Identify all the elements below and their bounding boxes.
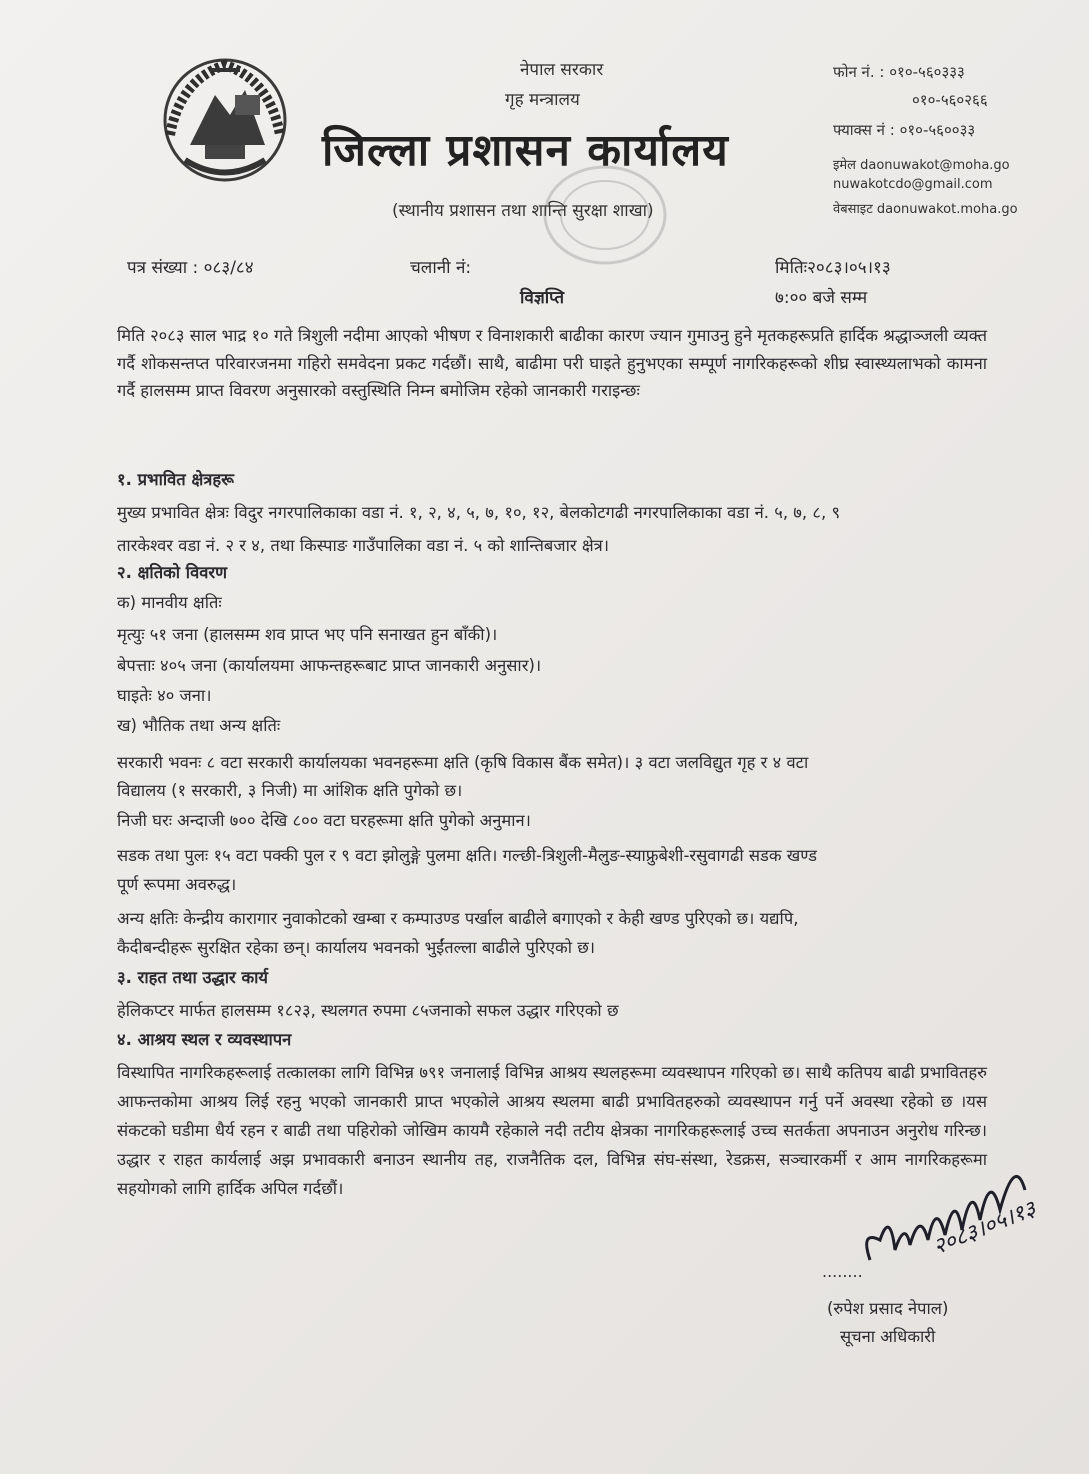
- deaths-line: मृत्युः ५१ जना (हालसम्म शव प्राप्त भए पनि सनाखत हुन बाँकी)।: [117, 625, 498, 644]
- website: वेबसाइट daonuwakot.moha.go: [833, 202, 1018, 217]
- govt-buildings-line-2: विद्यालय (१ सरकारी, ३ निजी) मा आंशिक क्षति पुगेको छ।: [117, 781, 463, 800]
- fax-number: फ्याक्स नं : ०१०-५६००३३: [833, 121, 976, 139]
- other-loss-line-2: कैदीबन्दीहरू सुरक्षित रहेका छन्। कार्यालय भवनको भुईंतल्ला बाढीले पुरिएको छ।: [117, 938, 596, 957]
- letter-number: पत्र संख्या : ०८३/८४: [127, 258, 254, 278]
- injured-line: घाइतेः ४० जना।: [117, 686, 212, 705]
- government-label: नेपाल सरकार: [520, 60, 604, 80]
- other-loss-line-1: अन्य क्षतिः केन्द्रीय कारागार नुवाकोटको खम्बा र कम्पाउण्ड पर्खाल बाढीले बगाएको र केही खण्ड पुरिएको छ। यद्यपि,: [117, 909, 799, 928]
- email-1: इमेल daonuwakot@moha.go: [833, 158, 1010, 173]
- section-2-title: २. क्षतिको विवरण: [117, 563, 228, 582]
- branch-label: (स्थानीय प्रशासन तथा शान्ति सुरक्षा शाखा): [392, 201, 654, 221]
- nepal-emblem-icon: [150, 40, 300, 190]
- govt-buildings-line-1: सरकारी भवनः ८ वटा सरकारी कार्यालयका भवनहरूमा क्षति (कृषि विकास बैंक समेत)। ३ वटा जलविद्युत गृह र ४ वटा: [117, 753, 809, 772]
- section-1-title: १. प्रभावित क्षेत्रहरू: [117, 470, 234, 489]
- office-stamp: [540, 160, 670, 270]
- signature-dots: ........: [822, 1262, 863, 1281]
- signatory-name: (रुपेश प्रसाद नेपाल): [827, 1299, 949, 1318]
- human-loss-label: क) मानवीय क्षतिः: [117, 593, 222, 612]
- handwritten-date: २०८३।०५।१३: [929, 1196, 1040, 1261]
- affected-areas-line-2: तारकेश्वर वडा नं. २ र ४, तथा किस्पाङ गाउँपालिका वडा नं. ५ को शान्तिबजार क्षेत्र।: [117, 536, 610, 555]
- physical-loss-label: ख) भौतिक तथा अन्य क्षतिः: [117, 716, 281, 735]
- ministry-label: गृह मन्त्रालय: [505, 90, 580, 110]
- roads-bridges-line-2: पूर्ण रूपमा अवरुद्ध।: [117, 875, 237, 894]
- dispatch-number: चलानी नं:: [410, 258, 472, 278]
- missing-line: बेपत्ताः ४०५ जना (कार्यालयमा आफन्तहरूबाट प्राप्त जानकारी अनुसार)।: [117, 656, 542, 675]
- section-4-title: ४. आश्रय स्थल र व्यवस्थापन: [117, 1030, 292, 1049]
- section-3-title: ३. राहत तथा उद्धार कार्य: [117, 968, 268, 987]
- office-title: जिल्ला प्रशासन कार्यालय: [322, 125, 729, 176]
- phone-2: ०१०-५६०२६६: [912, 91, 988, 109]
- intro-paragraph: मिति २०८३ साल भाद्र १० गते त्रिशुली नदीमा आएको भीषण र विनाशकारी बाढीका कारण ज्यान गुमाउनु हुने मृतकहरूप्रति हार्दिक श्रद्धाञ्जली व्यक्त गर्दै शोकसन्तप्त परिवारजनमा गहिरो समवेदना प्रकट गर्दछौं। साथै, बाढीमा परी घाइते हुनुभएका सम्पूर्ण नागरिकहरूको शीघ्र स्वास्थ्यलाभको कामना गर्दै हालसम्म प्राप्त विवरण अनुसारको वस्तुस्थिति निम्न बमोजिम रहेको जानकारी गराइन्छः: [117, 326, 987, 400]
- roads-bridges-line-1: सडक तथा पुलः १५ वटा पक्की पुल र ९ वटा झोलुङ्गे पुलमा क्षति। गल्छी-त्रिशुली-मैलुङ-स्याफ्रुबेशी-रसुवागढी सडक खण्ड: [117, 846, 817, 865]
- email-2: nuwakotcdo@gmail.com: [833, 177, 993, 192]
- rescue-line: हेलिकप्टर मार्फत हालसम्म १८२३, स्थलगत रुपमा ८५जनाको सफल उद्धार गरिएको छ: [117, 1001, 619, 1020]
- private-houses-line: निजी घरः अन्दाजी ७०० देखि ८०० वटा घरहरूमा क्षति पुगेको अनुमान।: [117, 811, 531, 830]
- signatory-title: सूचना अधिकारी: [840, 1327, 936, 1346]
- letter-date: मितिः२०८३।०५।१३: [775, 258, 891, 278]
- shelter-paragraph: विस्थापित नागरिकहरूलाई तत्कालका लागि विभिन्न ७९१ जनालाई विभिन्न आश्रय स्थलहरूमा व्यवस्थापन गरिएको छ। साथै कतिपय बाढी प्रभावितहरु आफन्तकोमा आश्रय लिई रहनु भएको जानकारी प्राप्त भएकोले आश्रय स्थलमा बाढी प्रभावितहरुको व्यवस्थापन गर्नु पर्ने अवस्था रहेको छ ।यस संकटको घडीमा धैर्य रहन र बाढी तथा पहिरोको जोखिम कायमै रहेकाले नदी तटीय क्षेत्रका नागरिकहरूलाई उच्च सतर्कता अपनाउन अनुरोध गरिन्छ। उद्धार र राहत कार्यलाई अझ प्रभावकारी बनाउन स्थानीय तह, राजनैतिक दल, विभिन्न संघ-संस्था, रेडक्रस, सञ्चारकर्मी र आम नागरिकहरूमा सहयोगको लागि हार्दिक अपिल गर्दछौं।: [117, 1063, 987, 1198]
- notice-subject: विज्ञप्ति: [520, 288, 565, 308]
- phone-1: फोन नं. : ०१०-५६०३३३: [833, 63, 965, 81]
- notice-time: ७:०० बजे सम्म: [775, 288, 868, 308]
- affected-areas-line-1: मुख्य प्रभावित क्षेत्रः विदुर नगरपालिकाका वडा नं. १, २, ४, ५, ७, १०, १२, बेलकोटगढी नगरपालिकाका वडा नं. ५, ७, ८, ९: [117, 503, 841, 522]
